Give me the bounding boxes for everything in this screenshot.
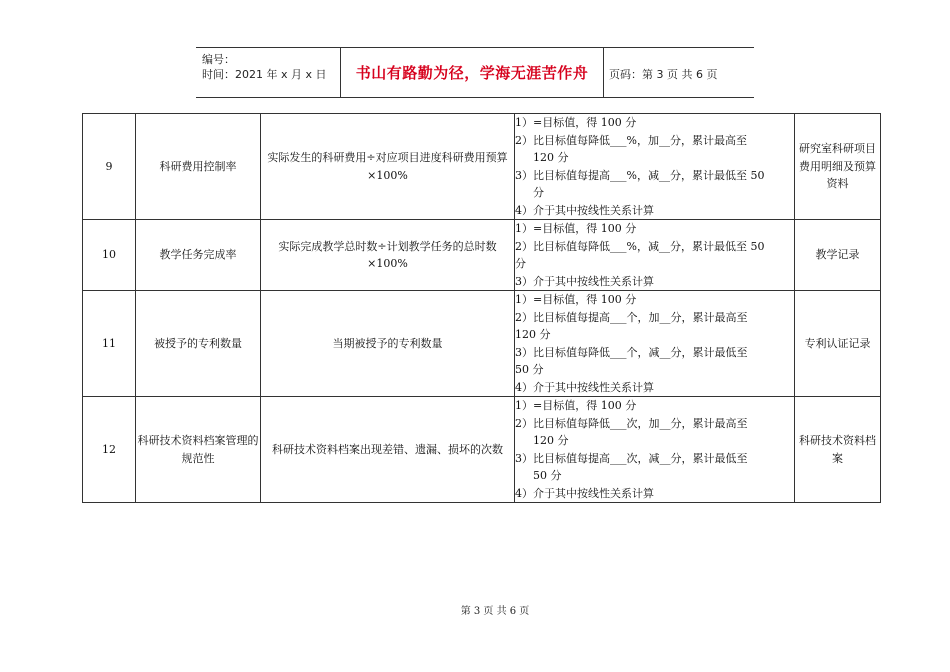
header-meta-cell — [196, 48, 340, 97]
rule-line: 4）介于其中按线性关系计算 — [515, 380, 654, 394]
rule-line: 2）比目标值每降低___次，加__分，累计最高至 — [515, 416, 748, 430]
row-number: 9 — [83, 114, 136, 220]
scoring-rules — [515, 220, 795, 291]
indicator-name: 科研费用控制率 — [136, 114, 261, 220]
data-source: 教学记录 — [795, 220, 881, 291]
number-label: 编号： — [202, 53, 235, 66]
scoring-rules — [515, 291, 795, 397]
document-header — [196, 47, 754, 98]
indicator-table — [82, 113, 881, 503]
table-row — [83, 114, 881, 220]
page-footer — [0, 602, 950, 617]
indicator-name: 被授予的专利数量 — [136, 291, 261, 397]
footer-page-number: 第 3 页 共 6 页 — [460, 606, 530, 617]
rule-line: 3）比目标值每降低___个，减__分，累计最低至 — [515, 345, 748, 359]
data-source: 专利认证记录 — [795, 291, 881, 397]
rule-line: 2）比目标值每降低___%，加__分，累计最高至 — [515, 133, 747, 147]
rule-line: 3）比目标值每提高___%，减__分，累计最低至 50 — [515, 168, 765, 182]
indicator-name: 科研技术资料档案管理的规范性 — [136, 397, 261, 503]
rule-line: 1）=目标值，得 100 分 — [515, 399, 637, 412]
rule-line: 1）=目标值，得 100 分 — [515, 222, 637, 235]
rule-line: 50 分 — [515, 363, 544, 376]
indicator-formula: 当期被授予的专利数量 — [261, 291, 515, 397]
indicator-formula: 实际发生的科研费用÷对应项目进度科研费用预算×100% — [261, 114, 515, 220]
rule-line: 120 分 — [533, 434, 569, 447]
scoring-rules — [515, 397, 795, 503]
rule-line: 分 — [533, 186, 544, 199]
table-row — [83, 291, 881, 397]
data-source: 研究室科研项目费用明细及预算资料 — [795, 114, 881, 220]
rule-line: 50 分 — [533, 469, 562, 482]
data-source: 科研技术资料档案 — [795, 397, 881, 503]
motto-text: 书山有路勤为径，学海无涯苦作舟 — [355, 64, 589, 82]
header-page-cell — [603, 48, 754, 97]
row-number: 12 — [83, 397, 136, 503]
row-number: 11 — [83, 291, 136, 397]
indicator-formula: 实际完成教学总时数÷计划教学任务的总时数×100% — [261, 220, 515, 291]
time-label: 时间：2021 年 x 月 x 日 — [202, 68, 327, 81]
row-number: 10 — [83, 220, 136, 291]
rule-line: 3）比目标值每提高___次，减__分，累计最低至 — [515, 451, 748, 465]
rule-line: 120 分 — [533, 151, 569, 164]
header-page-label: 页码：第 3 页 共 6 页 — [609, 68, 718, 81]
header-motto-cell — [340, 48, 604, 97]
rule-line: 4）介于其中按线性关系计算 — [515, 486, 654, 500]
rule-line: 1）=目标值，得 100 分 — [515, 293, 637, 306]
indicator-name: 教学任务完成率 — [136, 220, 261, 291]
table-row — [83, 397, 881, 503]
rule-line: 2）比目标值每降低___%，减__分，累计最低至 50 — [515, 239, 765, 253]
indicator-formula: 科研技术资料档案出现差错、遗漏、损坏的次数 — [261, 397, 515, 503]
rule-line: 分 — [515, 257, 526, 270]
rule-line: 4）介于其中按线性关系计算 — [515, 203, 654, 217]
rule-line: 2）比目标值每提高___个，加__分，累计最高至 — [515, 310, 748, 324]
rule-line: 1）=目标值，得 100 分 — [515, 116, 637, 129]
scoring-rules — [515, 114, 795, 220]
table-row — [83, 220, 881, 291]
rule-line: 3）介于其中按线性关系计算 — [515, 274, 654, 288]
rule-line: 120 分 — [515, 328, 551, 341]
